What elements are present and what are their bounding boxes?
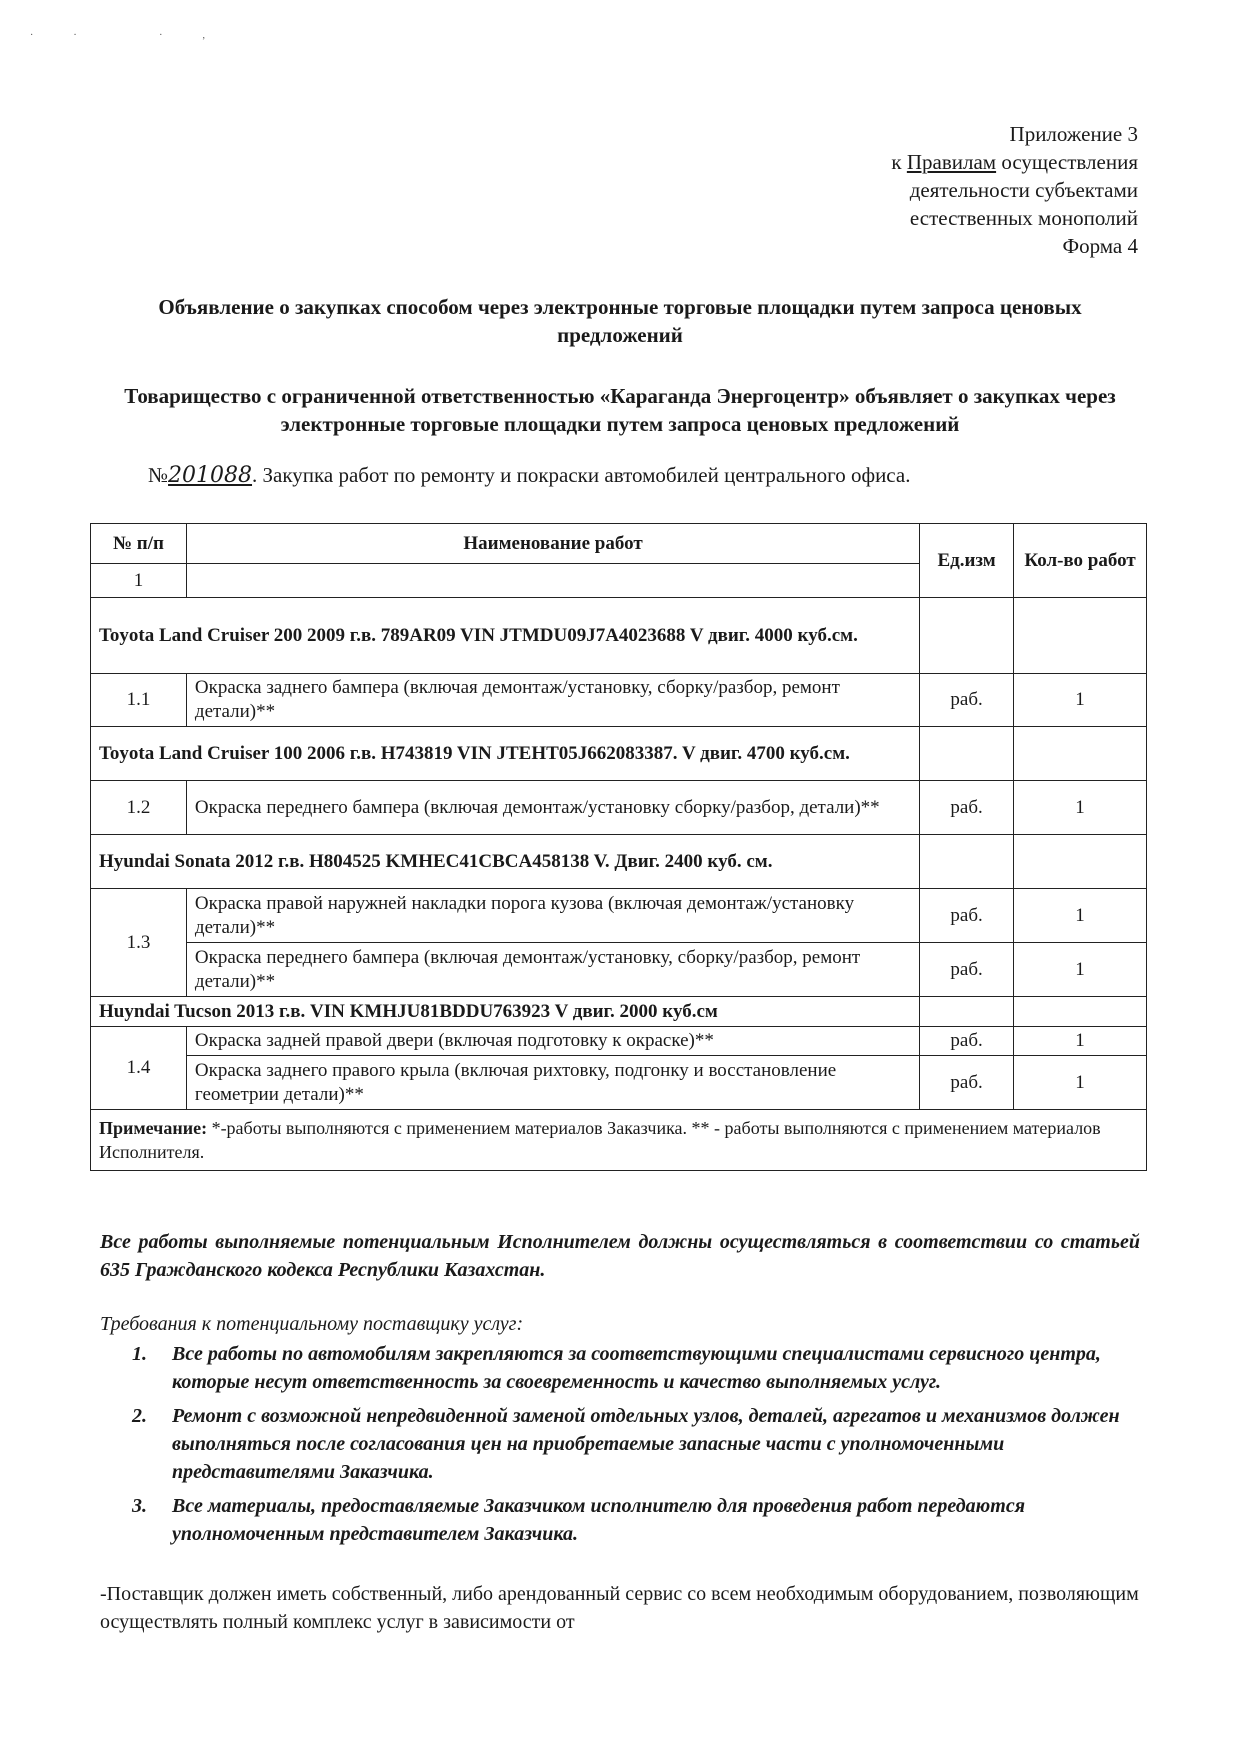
list-item: 2. Ремонт с возможной непредвиденной заменой отдельных узлов, деталей, агрегатов и механизмов должен выполняться после согласования цен на приобретаемые запасные части с уполномоченными представителями Заказчика. bbox=[132, 1405, 1120, 1483]
table-row bbox=[91, 943, 1147, 997]
item-qty: 1 bbox=[1014, 781, 1147, 835]
item-name: Окраска правой наружней накладки порога кузова (включая демонтаж/установку детали)** bbox=[186, 889, 919, 943]
purchase-number: 201088 bbox=[168, 463, 253, 488]
header-num: № п/п bbox=[91, 524, 187, 564]
list-item: 3. Все материалы, предоставляемые Заказчиком исполнителю для проведения работ передаются уполномоченным представителем Заказчика. bbox=[132, 1495, 1026, 1545]
item-name: Окраска переднего бампера (включая демонтаж/установку, сборку/разбор, ремонт детали)** bbox=[186, 943, 919, 997]
form-number: Форма 4 bbox=[1062, 234, 1138, 258]
item-name: Окраска переднего бампера (включая демонтаж/установку сборку/разбор, детали)** bbox=[186, 781, 919, 835]
header-qty: Кол-во работ bbox=[1014, 524, 1147, 598]
scan-specks: ·· ·, bbox=[30, 30, 245, 41]
table-row bbox=[91, 1056, 1147, 1110]
appendix-line-3: деятельности субъектами bbox=[909, 178, 1138, 202]
vehicle-row: Huyndai Tucson 2013 г.в. VIN KMHJU81BDDU763923 V двиг. 2000 куб.см bbox=[91, 997, 920, 1027]
appendix-rules-line: к Правилам осуществления bbox=[891, 150, 1138, 174]
item-num: 1.3 bbox=[91, 889, 187, 997]
table-row bbox=[91, 674, 1147, 727]
item-qty: 1 bbox=[1014, 889, 1147, 943]
purchase-line: №201088. Закупка работ по ремонту и покраски автомобилей центрального офиса. bbox=[148, 463, 911, 488]
requirements-heading: Требования к потенциальному поставщику услуг: bbox=[100, 1313, 524, 1335]
vehicle-row: Hyundai Sonata 2012 г.в. H804525 KMHEC41CBCA458138 V. Двиг. 2400 куб. см. bbox=[91, 835, 920, 889]
table-note bbox=[91, 1110, 1147, 1171]
announcement-title: Объявление о закупках способом через электронные торговые площадки путем запроса ценовых предложений bbox=[158, 295, 1082, 347]
item-qty: 1 bbox=[1014, 1027, 1147, 1056]
item-qty: 1 bbox=[1014, 943, 1147, 997]
requirements-list bbox=[132, 1340, 1142, 1554]
item-qty: 1 bbox=[1014, 1056, 1147, 1110]
announcement-subtitle: Товарищество с ограниченной ответственностью «Караганда Энергоцентр» объявляет о закупках через электронные торговые площадки путем запроса ценовых предложений bbox=[124, 384, 1116, 436]
rules-link[interactable]: Правилам bbox=[906, 150, 997, 174]
item-name: Окраска заднего правого крыла (включая рихтовку, подгонку и восстановление геометрии детали)** bbox=[186, 1056, 919, 1110]
item-unit: раб. bbox=[920, 781, 1014, 835]
item-num: 1.4 bbox=[91, 1027, 187, 1110]
appendix-line-4: естественных монополий bbox=[909, 206, 1138, 230]
item-unit: раб. bbox=[920, 674, 1014, 727]
header-name-sub bbox=[186, 564, 919, 598]
list-item: 1. Все работы по автомобилям закрепляются за соответствующими специалистами сервисного центра, которые несут ответственность за своевременность и качество выполняемых услуг. bbox=[132, 1343, 1101, 1393]
vehicle-row: Toyota Land Cruiser 200 2009 г.в. 789AR09 VIN JTMDU09J7A4023688 V двиг. 4000 куб.см. bbox=[91, 598, 920, 674]
works-table bbox=[90, 523, 1147, 1171]
note-text: *-работы выполняются с применением материалов Заказчика. ** - работы выполняются с применением материалов Исполнителя. bbox=[99, 1118, 1101, 1162]
header-unit: Ед.изм bbox=[920, 524, 1014, 598]
appendix-header bbox=[891, 120, 1138, 260]
closing-paragraph: -Поставщик должен иметь собственный, либо арендованный сервис со всем необходимым оборудованием, позволяющим осуществлять полный комплекс услуг в зависимости от bbox=[100, 1583, 1139, 1633]
item-num: 1.1 bbox=[91, 674, 187, 727]
table-row bbox=[91, 781, 1147, 835]
item-unit: раб. bbox=[920, 1056, 1014, 1110]
header-num-sub: 1 bbox=[91, 564, 187, 598]
item-num: 1.2 bbox=[91, 781, 187, 835]
appendix-number: Приложение 3 bbox=[1009, 122, 1138, 146]
item-name: Окраска задней правой двери (включая подготовку к окраске)** bbox=[186, 1027, 919, 1056]
item-unit: раб. bbox=[920, 1027, 1014, 1056]
table-row bbox=[91, 1027, 1147, 1056]
item-unit: раб. bbox=[920, 943, 1014, 997]
civil-code-statement: Все работы выполняемые потенциальным Исполнителем должны осуществляться в соответствии со статьей 635 Гражданского кодекса Республики Казахстан. bbox=[100, 1231, 1140, 1281]
item-unit: раб. bbox=[920, 889, 1014, 943]
table-row bbox=[91, 889, 1147, 943]
vehicle-row: Toyota Land Cruiser 100 2006 г.в. H743819 VIN JTEHT05J662083387. V двиг. 4700 куб.см. bbox=[91, 727, 920, 781]
item-qty: 1 bbox=[1014, 674, 1147, 727]
header-name: Наименование работ bbox=[186, 524, 919, 564]
item-name: Окраска заднего бампера (включая демонтаж/установку, сборку/разбор, ремонт детали)** bbox=[186, 674, 919, 727]
note-label: Примечание: bbox=[99, 1118, 208, 1138]
